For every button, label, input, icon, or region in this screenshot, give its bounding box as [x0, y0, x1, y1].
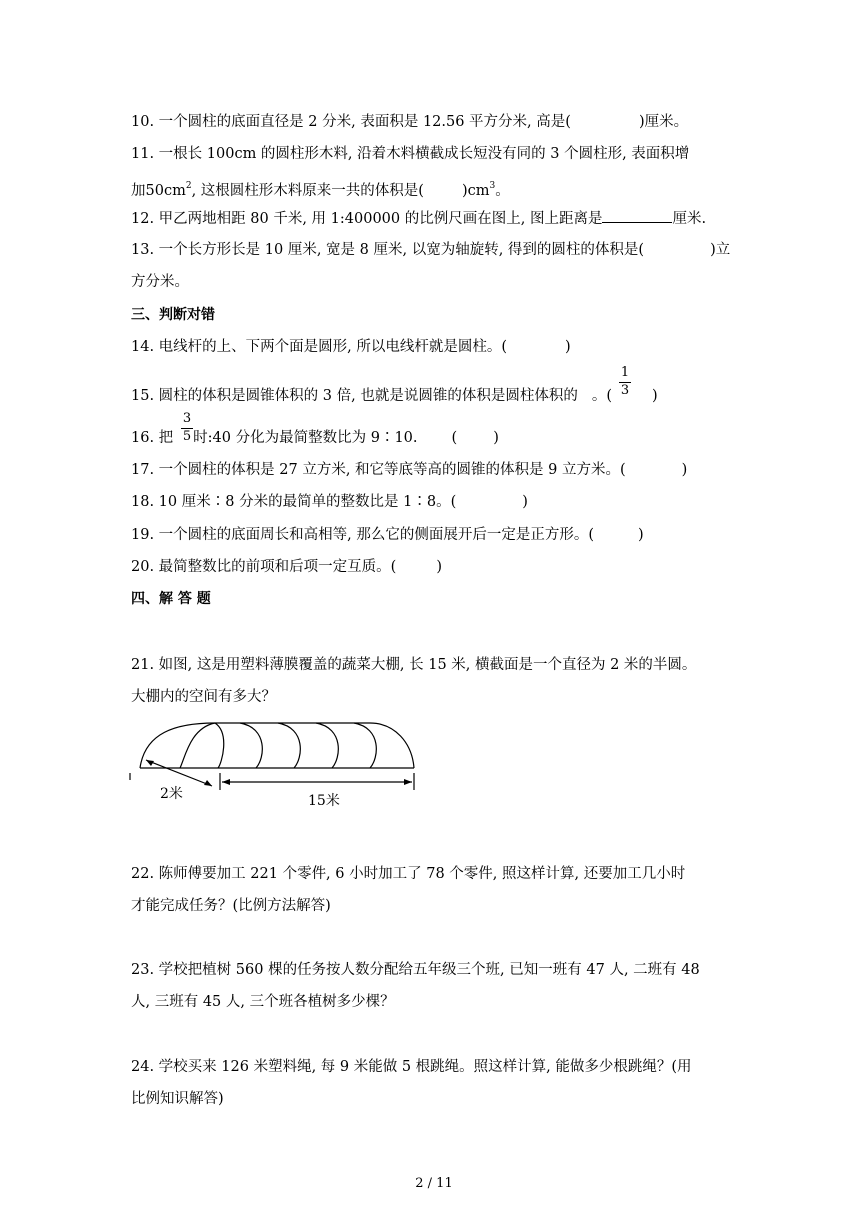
q15-text: 15. 圆柱的体积是圆锥体积的 3 倍, 也就是说圆锥的体积是圆柱体积的	[131, 388, 578, 404]
q24-text-a: 24. 学校买来 126 米塑料绳, 每 9 米能做 5 根跳绳。照这样计算, 能做多少根跳绳？(用	[131, 1059, 692, 1075]
q16-text-c: (	[451, 430, 458, 446]
q16-text-a: 16. 把	[131, 430, 174, 446]
q13-text-b: 方分米。	[131, 274, 189, 290]
q18-text: 18. 10 厘米∶8 分米的最简单的整数比是 1∶8。(	[131, 494, 457, 510]
q15-fraction-numerator: 1	[620, 365, 630, 380]
q21-text-b: 大棚内的空间有多大？	[131, 689, 276, 705]
question-23-line2	[131, 992, 395, 1012]
q16-fraction-numerator: 3	[182, 411, 192, 426]
question-13-line1	[131, 240, 730, 260]
question-21-line2	[131, 687, 276, 707]
question-15	[131, 383, 658, 406]
greenhouse-front-radius	[180, 723, 215, 768]
q13-text-a-end: )立	[710, 242, 731, 258]
q12-end: 厘米.	[672, 211, 707, 227]
q11-area-value: 50cm	[145, 183, 186, 199]
question-17	[131, 460, 687, 480]
q11-unit: cm	[467, 183, 490, 199]
dim-15m-arrow-left	[222, 779, 230, 785]
q14-end: )	[565, 339, 571, 355]
q18-end: )	[522, 494, 528, 510]
q15-fraction-denominator: 3	[620, 383, 630, 398]
q15-end2: )	[652, 388, 658, 404]
q11-text-a: 11. 一根长 100cm 的圆柱形木料, 沿着木料横截成长短没有同的 3 个圆柱形, 表面积增	[131, 146, 690, 162]
q17-end: )	[681, 462, 688, 478]
greenhouse-rib-4	[354, 723, 376, 768]
q12-answer-blank	[602, 208, 672, 223]
q24-text-b: 比例知识解答)	[131, 1091, 224, 1107]
dim-15m-arrow-right	[404, 779, 412, 785]
greenhouse-rib-1	[240, 723, 262, 768]
q11-unit-exponent: 3	[489, 181, 496, 191]
question-21-line1	[131, 655, 696, 675]
q23-text-a: 23. 学校把植树 560 棵的任务按人数分配给五年级三个班, 已知一班有 47 人, 二班有 48	[131, 962, 700, 978]
q17-text: 17. 一个圆柱的体积是 27 立方米, 和它等底等高的圆锥的体积是 9 立方米。(	[131, 462, 626, 478]
q12-text: 12. 甲乙两地相距 80 千米, 用 1:400000 的比例尺画在图上, 图上距离是	[131, 211, 603, 227]
q11-text-b4: , 这根圆柱形木料原来一共的体积是(	[191, 183, 424, 199]
question-13-line2	[131, 272, 189, 292]
question-20	[131, 557, 442, 577]
q20-end: )	[436, 559, 442, 575]
greenhouse-rib-3	[316, 723, 338, 768]
greenhouse-outline	[140, 723, 414, 768]
q20-text: 20. 最简整数比的前项和后项一定互质。(	[131, 559, 397, 575]
greenhouse-figure	[120, 718, 425, 818]
q13-text-a: 13. 一个长方形长是 10 厘米, 宽是 8 厘米, 以宽为轴旋转, 得到的圆柱的体积是(	[131, 242, 645, 258]
question-19	[131, 525, 644, 545]
q21-text-a: 21. 如图, 这是用塑料薄膜覆盖的蔬菜大棚, 长 15 米, 横截面是一个直径为 2 米的半圆。	[131, 657, 697, 673]
q11-text-b5: )	[461, 183, 468, 199]
question-24-line2	[131, 1089, 224, 1109]
section-4-heading: 四、解 答 题	[131, 591, 211, 607]
question-14	[131, 337, 571, 357]
question-18	[131, 492, 528, 512]
q22-text-b: 才能完成任务？(比例方法解答)	[131, 898, 331, 914]
question-12	[131, 208, 706, 229]
question-11-line1	[131, 144, 689, 164]
question-10	[131, 112, 688, 132]
q11-text-b1: 加	[131, 183, 146, 199]
label-15m: 15米	[308, 793, 340, 809]
q16-text-d: )	[493, 430, 499, 446]
greenhouse-front-edge	[215, 723, 224, 768]
q10-text: 10. 一个圆柱的底面直径是 2 分米, 表面积是 12.56 平方分米, 高是(	[131, 114, 571, 130]
q16-fraction-denominator: 5	[182, 429, 192, 444]
question-22-line1	[131, 864, 685, 884]
q15-end: 。(	[591, 388, 613, 404]
q22-text-a: 22. 陈师傅要加工 221 个零件, 6 小时加工了 78 个零件, 照这样计算, 还要加工几小时	[131, 866, 686, 882]
section-3-heading: 三、判断对错	[131, 307, 215, 323]
question-23-line1	[131, 960, 700, 980]
q19-text: 19. 一个圆柱的底面周长和高相等, 那么它的侧面展开后一定是正方形。(	[131, 527, 595, 543]
label-2m: 2米	[160, 786, 183, 802]
q11-text-b8: 。	[495, 183, 510, 199]
question-24-line1	[131, 1057, 692, 1077]
q23-text-b: 人, 三班有 45 人, 三个班各植树多少棵？	[131, 994, 395, 1010]
q14-text: 14. 电线杆的上、下两个面是圆形, 所以电线杆就是圆柱。(	[131, 339, 508, 355]
question-22-line2	[131, 896, 331, 916]
q19-end: )	[638, 527, 644, 543]
page-number: 2 / 11	[415, 1176, 453, 1191]
greenhouse-rib-2	[278, 723, 300, 768]
q16-text-b: 时:40 分化为最简整数比为 9∶10.	[193, 430, 418, 446]
question-11-line2	[131, 176, 510, 201]
q11-area-exponent: 2	[185, 181, 192, 191]
q10-end: )厘米。	[638, 114, 689, 130]
dim-2m-line	[146, 760, 212, 786]
